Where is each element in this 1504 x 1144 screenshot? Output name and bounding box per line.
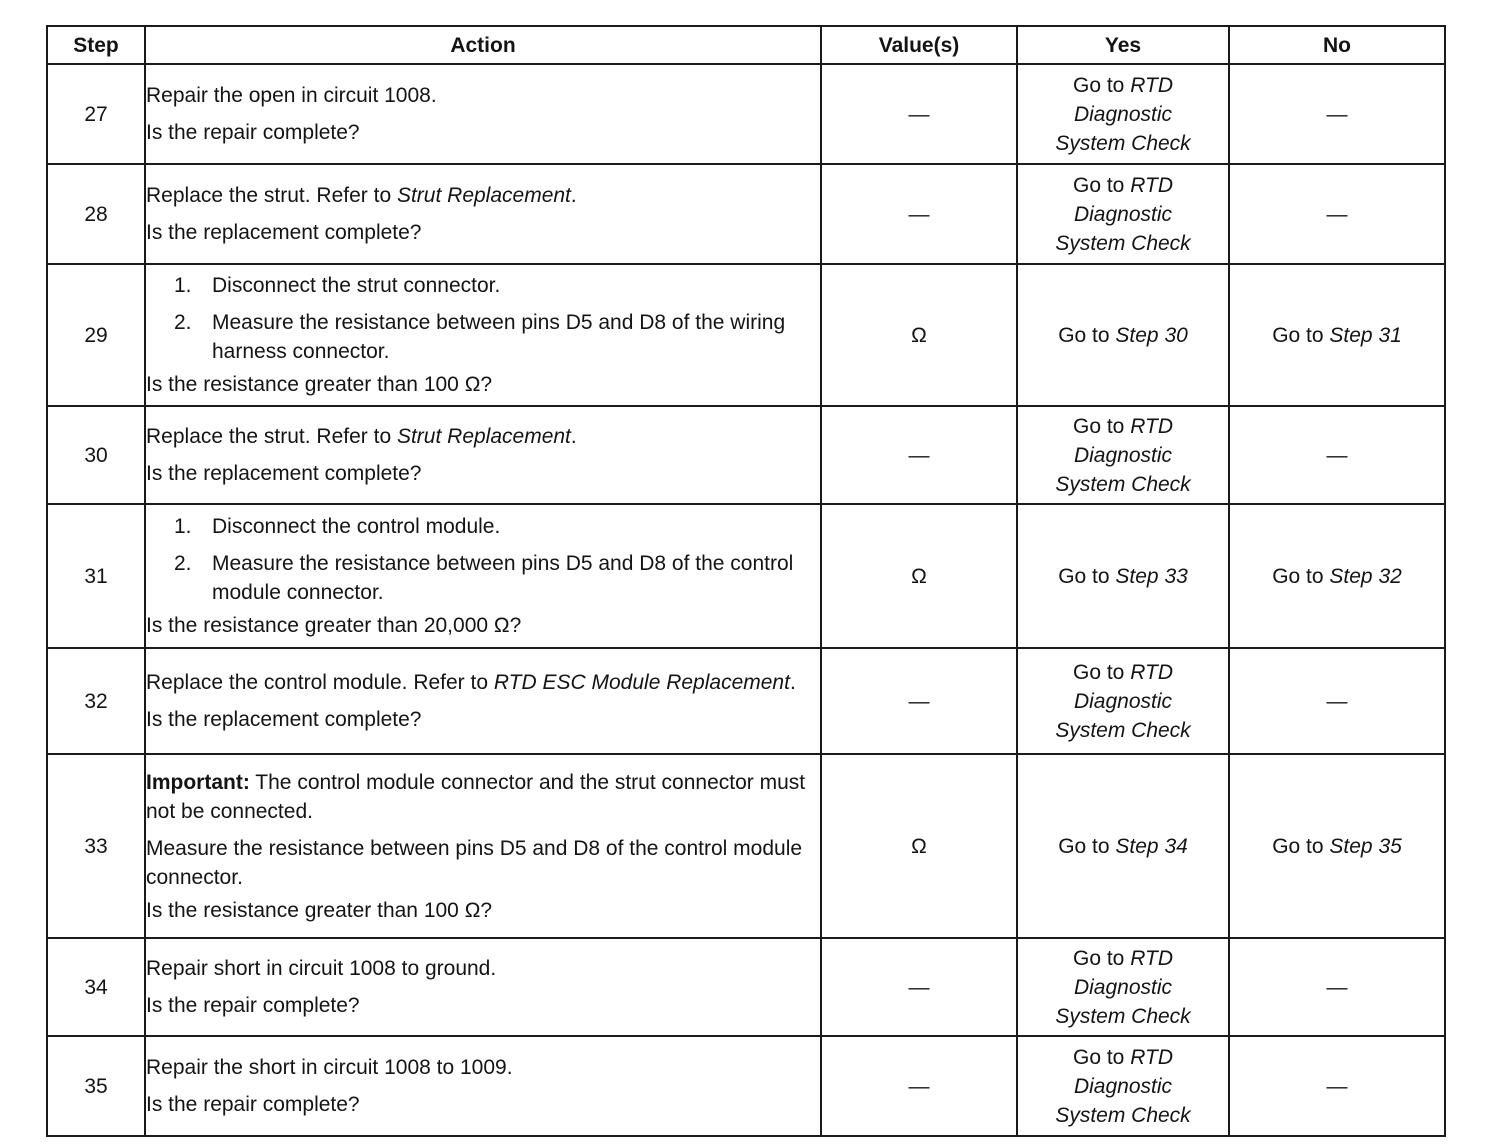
yes-link-line2[interactable]: Diagnostic: [1073, 975, 1173, 999]
action-text: Replace the strut. Refer to: [146, 425, 392, 448]
action-text: Replace the control module. Refer to: [146, 671, 489, 694]
yes-prefix: Go to: [1058, 834, 1110, 858]
action-link[interactable]: RTD ESC Module Replacement: [493, 671, 790, 694]
yes-prefix: Go to: [1058, 323, 1110, 347]
value-cell: Ω: [821, 754, 1017, 938]
no-cell: —: [1229, 1036, 1445, 1136]
yes-link-line3[interactable]: System Check: [1055, 1004, 1191, 1028]
table-row: [47, 938, 1445, 1036]
yes-link-line3[interactable]: System Check: [1055, 231, 1191, 255]
yes-cell: [1017, 648, 1229, 754]
step-number: 30: [47, 406, 145, 504]
step-number: 31: [47, 504, 145, 648]
no-cell: [1229, 264, 1445, 406]
no-cell: —: [1229, 406, 1445, 504]
list-number: 2.: [174, 311, 192, 334]
yes-link[interactable]: RTD: [1130, 946, 1173, 970]
yes-link[interactable]: RTD: [1130, 73, 1173, 97]
list-item: Measure the resistance between pins D5 and D8 of the control module connector.: [212, 552, 794, 604]
step-number: 29: [47, 264, 145, 406]
header-yes: Yes: [1017, 26, 1229, 64]
yes-prefix: Go to: [1073, 1045, 1125, 1069]
yes-link[interactable]: RTD: [1130, 660, 1173, 684]
yes-link-line3[interactable]: System Check: [1055, 718, 1191, 742]
yes-link-line3[interactable]: System Check: [1055, 131, 1191, 155]
action-question: Is the resistance greater than 20,000 Ω?: [146, 614, 522, 637]
no-prefix: Go to: [1272, 564, 1324, 588]
no-link[interactable]: Step 32: [1329, 564, 1402, 588]
no-link[interactable]: Step 31: [1329, 323, 1402, 347]
yes-prefix: Go to: [1073, 414, 1125, 438]
value-cell: Ω: [821, 504, 1017, 648]
action-question: Is the replacement complete?: [146, 708, 422, 731]
header-action: Action: [145, 26, 821, 64]
important-label: Important:: [146, 770, 250, 794]
no-cell: —: [1229, 64, 1445, 164]
no-cell: —: [1229, 648, 1445, 754]
list-item: Disconnect the strut connector.: [212, 274, 501, 297]
action-cell: [145, 264, 821, 406]
action-question: Is the replacement complete?: [146, 221, 422, 244]
yes-cell: [1017, 504, 1229, 648]
yes-link-line2[interactable]: Diagnostic: [1073, 202, 1173, 226]
step-number: 33: [47, 754, 145, 938]
yes-link[interactable]: Step 34: [1115, 834, 1188, 858]
no-prefix: Go to: [1272, 323, 1324, 347]
yes-link-line3[interactable]: System Check: [1055, 472, 1191, 496]
table-row: [47, 504, 1445, 648]
no-cell: [1229, 504, 1445, 648]
header-values: Value(s): [821, 26, 1017, 64]
yes-cell: [1017, 754, 1229, 938]
action-link[interactable]: Strut Replacement: [396, 425, 571, 448]
value-cell: —: [821, 164, 1017, 264]
action-text-post: .: [789, 671, 796, 694]
important-note: The control module connector and the strut connector must not be connected.: [146, 770, 806, 823]
action-text: Measure the resistance between pins D5 and D8 of the control module connector.: [146, 836, 803, 889]
action-question: Is the repair complete?: [146, 1093, 360, 1116]
header-step: Step: [47, 26, 145, 64]
table-row: [47, 754, 1445, 938]
action-cell: [145, 406, 821, 504]
no-cell: [1229, 754, 1445, 938]
yes-link-line2[interactable]: Diagnostic: [1073, 689, 1173, 713]
yes-link[interactable]: RTD: [1130, 1045, 1173, 1069]
list-item: Measure the resistance between pins D5 and D8 of the wiring harness connector.: [212, 311, 786, 363]
action-question: Is the resistance greater than 100 Ω?: [146, 898, 493, 922]
action-cell: [145, 64, 821, 164]
yes-prefix: Go to: [1073, 660, 1125, 684]
yes-cell: [1017, 264, 1229, 406]
action-cell: [145, 648, 821, 754]
yes-link[interactable]: Step 33: [1115, 564, 1188, 588]
yes-prefix: Go to: [1073, 173, 1125, 197]
yes-cell: [1017, 406, 1229, 504]
step-number: 32: [47, 648, 145, 754]
step-number: 28: [47, 164, 145, 264]
table-row: [47, 1036, 1445, 1136]
action-text-post: .: [570, 425, 577, 448]
header-no: No: [1229, 26, 1445, 64]
yes-link-line3[interactable]: System Check: [1055, 1103, 1191, 1127]
yes-link-line2[interactable]: Diagnostic: [1073, 1074, 1173, 1098]
action-cell: [145, 164, 821, 264]
yes-prefix: Go to: [1073, 73, 1125, 97]
value-cell: —: [821, 406, 1017, 504]
action-question: Is the replacement complete?: [146, 462, 422, 485]
yes-cell: [1017, 938, 1229, 1036]
yes-cell: [1017, 1036, 1229, 1136]
action-text: Replace the strut. Refer to: [146, 184, 392, 207]
action-text-post: .: [570, 184, 577, 207]
table-row: [47, 64, 1445, 164]
yes-link-line2[interactable]: Diagnostic: [1073, 102, 1173, 126]
no-cell: —: [1229, 164, 1445, 264]
list-item: Disconnect the control module.: [212, 515, 501, 538]
yes-prefix: Go to: [1073, 946, 1125, 970]
list-number: 1.: [174, 274, 192, 297]
no-link[interactable]: Step 35: [1329, 834, 1402, 858]
yes-cell: [1017, 64, 1229, 164]
table-row: [47, 264, 1445, 406]
action-text: Repair the open in circuit 1008.: [146, 84, 437, 107]
yes-link[interactable]: Step 30: [1115, 323, 1188, 347]
value-cell: —: [821, 648, 1017, 754]
action-link[interactable]: Strut Replacement: [396, 184, 571, 207]
yes-link[interactable]: RTD: [1130, 414, 1173, 438]
yes-link-line2[interactable]: Diagnostic: [1073, 443, 1173, 467]
step-number: 34: [47, 938, 145, 1036]
action-text: Repair the short in circuit 1008 to 1009.: [146, 1056, 513, 1079]
table-row: [47, 164, 1445, 264]
diagnostic-table: [46, 25, 1446, 1137]
table-row: [47, 406, 1445, 504]
yes-link[interactable]: RTD: [1130, 173, 1173, 197]
value-cell: —: [821, 938, 1017, 1036]
step-number: 27: [47, 64, 145, 164]
action-text: Repair short in circuit 1008 to ground.: [146, 957, 497, 980]
action-cell: [145, 504, 821, 648]
value-cell: —: [821, 1036, 1017, 1136]
no-cell: —: [1229, 938, 1445, 1036]
step-number: 35: [47, 1036, 145, 1136]
action-question: Is the resistance greater than 100 Ω?: [146, 373, 493, 396]
value-cell: —: [821, 64, 1017, 164]
list-number: 2.: [174, 552, 192, 575]
value-cell: Ω: [821, 264, 1017, 406]
yes-prefix: Go to: [1058, 564, 1110, 588]
action-cell: [145, 938, 821, 1036]
no-prefix: Go to: [1272, 834, 1324, 858]
list-number: 1.: [174, 515, 192, 538]
action-cell: [145, 754, 821, 938]
yes-cell: [1017, 164, 1229, 264]
action-question: Is the repair complete?: [146, 121, 360, 144]
action-cell: [145, 1036, 821, 1136]
table-row: [47, 648, 1445, 754]
action-question: Is the repair complete?: [146, 994, 360, 1017]
header-row: [47, 26, 1445, 64]
